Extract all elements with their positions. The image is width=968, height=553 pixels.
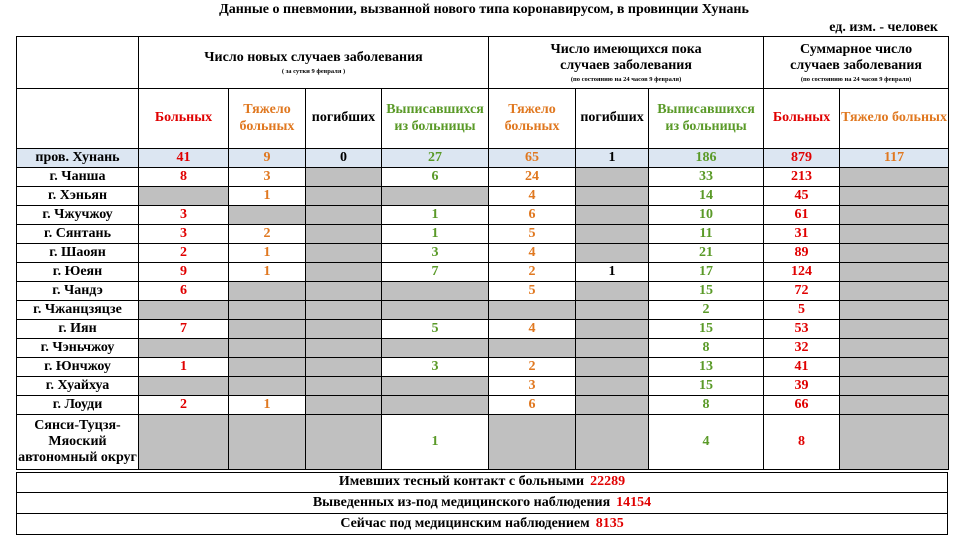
table-row [17,206,949,225]
group-header-row [17,37,949,89]
group-note: (по состоянию на 24 часов 9 февраля) [800,75,912,83]
group-header-current [489,37,764,89]
data-cell [229,301,306,320]
data-cell: 117 [840,149,949,168]
column-header: погибших [306,89,382,149]
data-cell: 45 [764,187,840,206]
data-cell: 6 [382,168,489,187]
region-name: г. Лоуди [17,396,139,415]
group-note: ( за сутки 9 февраля ) [281,67,346,75]
data-cell [576,396,649,415]
region-name: г. Чанша [17,168,139,187]
data-cell [229,377,306,396]
group-header-new [139,37,489,89]
page-title: Данные о пневмонии, вызванной нового типа коронавирусом, в провинции Хунань [219,2,749,17]
data-cell: 2 [139,396,229,415]
data-cell: 879 [764,149,840,168]
data-cell: 1 [382,225,489,244]
table-row [17,358,949,377]
data-cell [382,377,489,396]
data-cell: 3 [382,244,489,263]
data-cell [139,415,229,470]
data-cell: 8 [649,339,764,358]
data-cell: 72 [764,282,840,301]
data-cell [306,282,382,301]
table-row [17,244,949,263]
column-header: Больных [139,89,229,149]
region-name: г. Чандэ [17,282,139,301]
data-cell: 15 [649,282,764,301]
data-cell: 14 [649,187,764,206]
data-cell [229,320,306,339]
data-cell: 8 [649,396,764,415]
data-cell [840,339,949,358]
region-name: г. Чэньчжоу [17,339,139,358]
data-cell [229,358,306,377]
table-row [17,225,949,244]
data-cell: 9 [229,149,306,168]
unit-label: ед. изм. - человек [829,20,938,35]
region-name: г. Шаоян [17,244,139,263]
data-cell [576,187,649,206]
data-cell [229,415,306,470]
data-cell: 3 [229,168,306,187]
data-cell [306,320,382,339]
column-header: погибших [576,89,649,149]
data-cell [306,339,382,358]
table-row [17,301,949,320]
data-cell [576,282,649,301]
data-cell [139,377,229,396]
data-cell: 5 [489,282,576,301]
group-label: Суммарное число случаев заболевания [790,41,922,73]
table-row [17,282,949,301]
data-cell [840,282,949,301]
region-name: г. Хэньян [17,187,139,206]
data-cell [576,168,649,187]
data-cell [306,187,382,206]
data-cell [306,263,382,282]
data-cell: 6 [139,282,229,301]
data-cell [840,206,949,225]
data-cell [139,339,229,358]
column-header: Выписавшихся из больницы [649,89,764,149]
region-name: г. Сянтань [17,225,139,244]
data-cell [382,282,489,301]
column-header: Выписавшихся из больницы [382,89,489,149]
data-cell: 8 [764,415,840,470]
data-cell: 5 [382,320,489,339]
data-cell [306,301,382,320]
data-cell: 33 [649,168,764,187]
data-cell: 65 [489,149,576,168]
data-cell: 5 [489,225,576,244]
group-label: Число новых случаев заболевания [204,49,423,65]
data-cell [840,377,949,396]
data-cell: 1 [229,244,306,263]
data-cell [489,339,576,358]
data-cell: 2 [489,263,576,282]
region-name: г. Хуайхуа [17,377,139,396]
summary-label: Имевших тесный контакт с больными [338,474,585,490]
column-header-row [17,89,949,149]
table-row [17,320,949,339]
data-cell [306,377,382,396]
data-cell [840,415,949,470]
data-cell: 1 [229,187,306,206]
province-row [17,149,949,168]
data-cell: 41 [764,358,840,377]
statistics-table [16,36,949,470]
summary-table [16,472,948,535]
data-cell: 89 [764,244,840,263]
summary-label: Выведенных из-под медицинского наблюдения [312,494,611,510]
data-cell: 3 [139,206,229,225]
data-cell: 10 [649,206,764,225]
data-cell: 66 [764,396,840,415]
summary-value: 8135 [595,515,624,531]
table-row [17,187,949,206]
data-cell: 32 [764,339,840,358]
data-cell [489,301,576,320]
data-cell: 186 [649,149,764,168]
data-cell [840,358,949,377]
data-cell [382,396,489,415]
data-cell [306,358,382,377]
summary-value: 14154 [616,494,652,510]
data-cell [306,415,382,470]
data-cell [576,358,649,377]
data-cell: 7 [139,320,229,339]
data-cell [576,244,649,263]
data-cell [840,320,949,339]
data-cell: 8 [139,168,229,187]
table-row [17,396,949,415]
data-cell: 13 [649,358,764,377]
data-cell: 15 [649,377,764,396]
data-cell: 2 [139,244,229,263]
data-cell [306,244,382,263]
data-cell: 0 [306,149,382,168]
table-body [17,149,949,470]
data-cell: 4 [489,244,576,263]
data-cell: 2 [649,301,764,320]
region-name: Сянси-Туцзя-Мяоский автономный округ [17,415,139,470]
data-cell: 5 [764,301,840,320]
data-cell [576,339,649,358]
table-row [17,263,949,282]
data-cell: 53 [764,320,840,339]
data-cell: 1 [139,358,229,377]
region-name: г. Чжанцзяцзе [17,301,139,320]
group-label: Число имеющихся пока случаев заболевания [550,41,702,73]
data-cell [382,339,489,358]
data-cell: 27 [382,149,489,168]
summary-value: 22289 [590,474,626,490]
data-cell: 1 [229,263,306,282]
table-row [17,339,949,358]
data-cell [576,301,649,320]
data-cell: 39 [764,377,840,396]
data-cell: 11 [649,225,764,244]
data-cell [840,168,949,187]
table-row [17,377,949,396]
data-cell: 1 [576,149,649,168]
corner-cell [17,89,139,149]
data-cell [229,339,306,358]
data-cell [306,225,382,244]
data-cell [576,377,649,396]
group-note: (по состоянию на 24 часов 9 февраля) [570,75,682,83]
group-header-total [764,37,949,89]
summary-row [17,514,948,535]
data-cell: 3 [139,225,229,244]
summary-row [17,473,948,493]
data-cell: 6 [489,396,576,415]
region-name: г. Иян [17,320,139,339]
data-cell: 17 [649,263,764,282]
data-cell [229,206,306,225]
data-cell [840,244,949,263]
data-cell [840,187,949,206]
data-cell: 2 [489,358,576,377]
table-row [17,168,949,187]
data-cell [139,187,229,206]
data-cell: 6 [489,206,576,225]
data-cell: 4 [489,320,576,339]
data-cell [306,396,382,415]
data-cell: 3 [489,377,576,396]
data-cell: 9 [139,263,229,282]
data-cell: 61 [764,206,840,225]
data-cell: 4 [649,415,764,470]
data-cell [382,187,489,206]
data-cell: 31 [764,225,840,244]
data-cell: 1 [229,396,306,415]
data-cell [382,301,489,320]
region-name: г. Юнчжоу [17,358,139,377]
data-cell [576,206,649,225]
data-cell: 124 [764,263,840,282]
data-cell: 1 [576,263,649,282]
data-cell [840,263,949,282]
region-name: г. Чжучжоу [17,206,139,225]
data-cell [229,282,306,301]
summary-row [17,493,948,514]
data-cell [139,301,229,320]
corner-cell [17,37,139,89]
data-cell: 21 [649,244,764,263]
data-cell [840,301,949,320]
summary-label: Сейчас под медицинским наблюдением [340,515,590,531]
data-cell [576,415,649,470]
data-cell: 1 [382,206,489,225]
data-cell: 7 [382,263,489,282]
data-cell: 15 [649,320,764,339]
table-row [17,415,949,470]
column-header: Тяжело больных [489,89,576,149]
data-cell [840,225,949,244]
data-cell: 2 [229,225,306,244]
data-cell [489,415,576,470]
data-cell [576,225,649,244]
data-cell: 4 [489,187,576,206]
column-header: Тяжело больных [840,89,949,149]
column-header: Больных [764,89,840,149]
data-cell: 1 [382,415,489,470]
data-cell: 41 [139,149,229,168]
column-header: Тяжело больных [229,89,306,149]
data-cell [306,206,382,225]
data-cell: 24 [489,168,576,187]
data-cell: 213 [764,168,840,187]
region-name: г. Юеян [17,263,139,282]
data-cell [576,320,649,339]
region-name: пров. Хунань [17,149,139,168]
data-cell [306,168,382,187]
data-cell: 3 [382,358,489,377]
data-cell [840,396,949,415]
